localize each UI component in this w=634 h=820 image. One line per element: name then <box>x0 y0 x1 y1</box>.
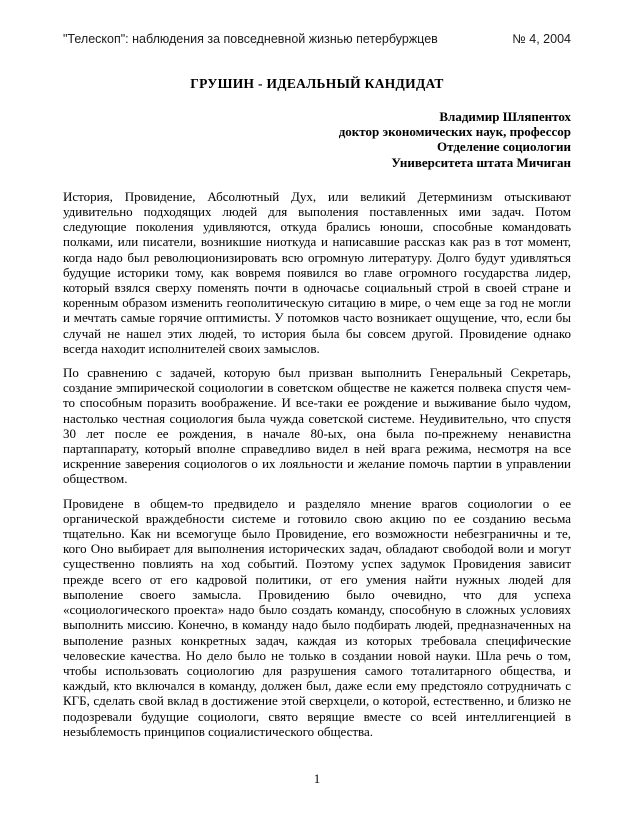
author-degree: доктор экономических наук, профессор <box>338 124 571 140</box>
author-department: Отделение социологии <box>437 139 571 155</box>
journal-name: "Телескоп": наблюдения за повседневной жизнью петербуржцев <box>63 32 438 46</box>
author-name: Владимир Шляпентох <box>439 109 571 124</box>
page-header <box>63 32 571 46</box>
article-body <box>63 189 571 739</box>
paragraph-3: Провидене в общем-то предвидело и разделяло мнение врагов социологии о ее органической враждебности системе и готовило свою акцию по ее созданию весьма тщательно. Как ни всемогуще было Провидение, его возможности небезграничны и те, кого Оно выбирает для выполнения исторических задач, обладают свободой воли и могут существенно повлиять на ход событий. Поэтому успех задумок Провидения зависит прежде всего от его кадровой политики, от его умения найти нужных людей для выполение своего замысла. Провидению было очевидно, что для успеха «социологического проекта» надо было создать команду, способную в сложных условиях выполнить миссию. Конечно, в команду надо было подбирать людей, предназначенных на выполение разных конкретных задач, каждая из которых требовала специфические человеские качества. Но дело было не только в создании новой науки. Шла речь о том, чтобы использовать социологию для разрушения самого тоталитарного общества, и каждый, кто включался в команду, должен был, даже если ему предстояло сотрудничать с КГБ, сделать свой вклад в достижение этой сверхцели, о которой, естественно, и близко не подозревали будущие социологи, свято верящие вместе со всей интеллигенцией в незыблемость принципов социалистического общества. <box>63 495 571 739</box>
author-university: Университета штата Мичиган <box>391 154 571 170</box>
author-block <box>63 109 571 170</box>
article-title: ГРУШИН - ИДЕАЛЬНЫЙ КАНДИДАТ <box>190 76 444 91</box>
page-number: 1 <box>313 772 321 786</box>
paragraph-2: По сравнению с задачей, которую был призван выполнить Генеральный Секретарь, создание эмпирической социологии в советском обществе не кажется полвека спустя чем-то способным поразить воображение. И все-таки ее рождение и выживание было чудом, настолько честная социология была чужда советской системе. Неудивительно, что спустя 30 лет после ее рождения, в начале 80-ых, она была по-прежнему ненавистна партаппарату, который вполне справедливо видел в ней врага режима, несмотря на все искренние заверения социологов о их лояльности и желание помочь партии в управлении обществом. <box>63 365 571 487</box>
paragraph-1: История, Провидение, Абсолютный Дух, или великий Детерминизм отыскивают удивительно подходящих людей для выполения поставленных ими задач. Потом следующие поколения удивляются, откуда брались юноши, способные командовать полками, или писатели, возникшие ниоткуда и написавшие рассказ как раз в тот момент, когда надо был революционизировать всю огромную литературу. Долго будут удивляться будущие историки тому, как вовремя появился во главе огромного государства лидер, который взялся сверху поменять почти в одночасье социальный строй в своей стране и коренным образом изменить геополитическую ситацию в мире, о чем еще за год не могли и мечтать самые горячие оптимисты. У потомков часто возникает ощущение, что, если бы случай не нашел этих людей, то история была бы совсем другой. Провидение однако всегда находит исполнителей своих замыслов. <box>63 188 571 356</box>
issue-number: № 4, 2004 <box>512 32 571 46</box>
